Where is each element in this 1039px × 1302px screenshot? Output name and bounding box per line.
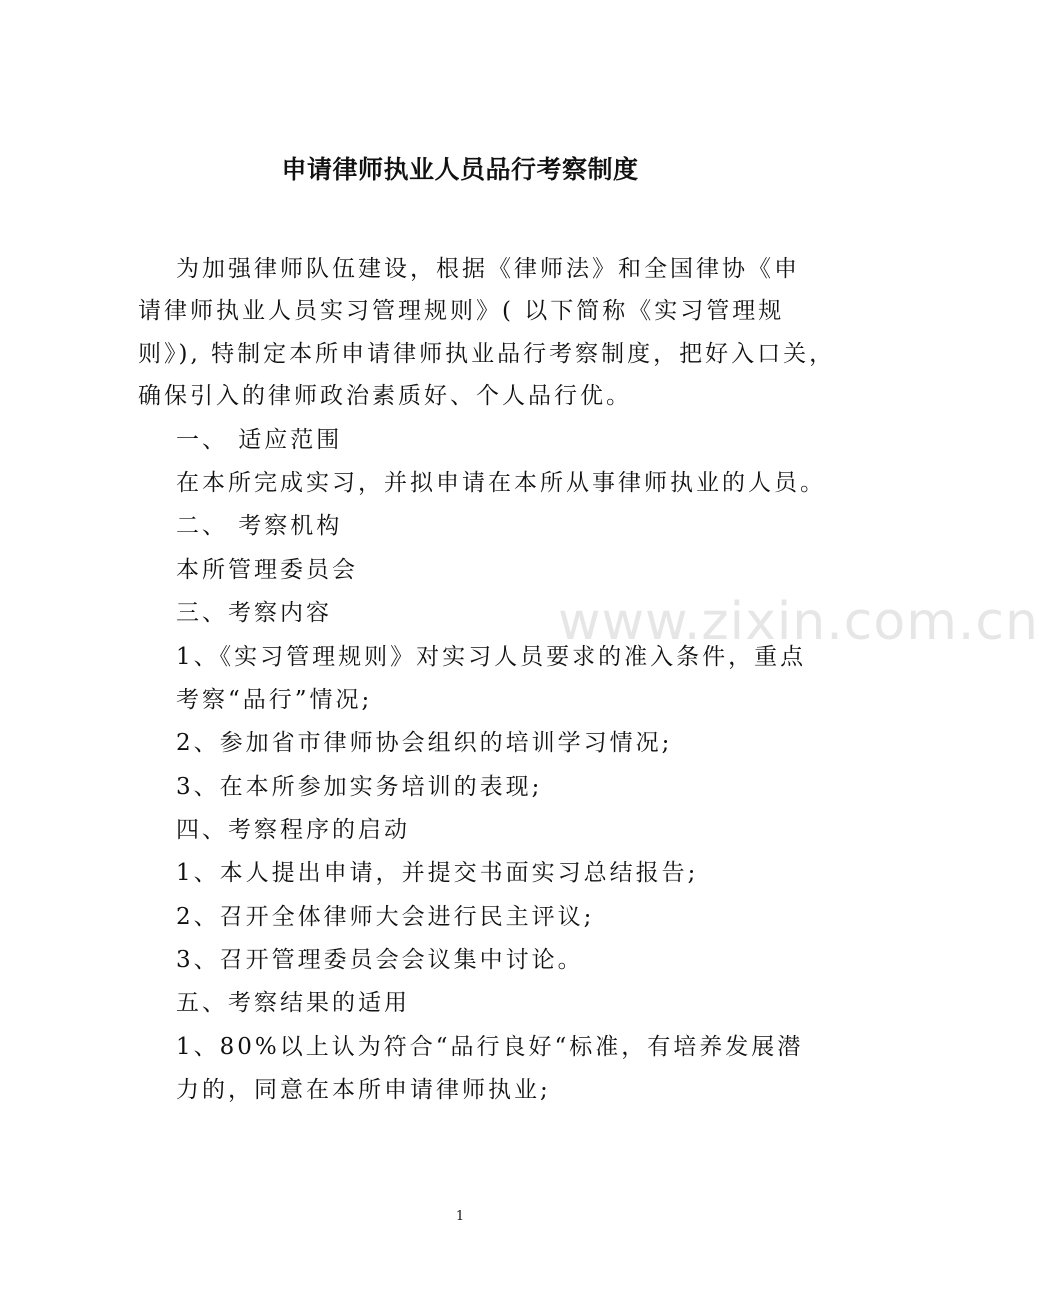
paragraph-line: 确保引入的律师政治素质好、个人品行优。 — [138, 383, 632, 409]
paragraph-line: 请律师执业人员实习管理规则》( 以下简称《实习管理规 — [138, 298, 785, 324]
list-item: 3、在本所参加实务培训的表现; — [176, 774, 543, 800]
list-item: 3、召开管理委员会会议集中讨论。 — [176, 947, 584, 973]
section-heading: 一、 适应范围 — [176, 427, 343, 453]
list-item: 2、召开全体律师大会进行民主评议; — [176, 904, 595, 930]
paragraph-line: 在本所完成实习，并拟申请在本所从事律师执业的人员。 — [176, 470, 826, 496]
section-heading: 四、考察程序的启动 — [176, 817, 410, 843]
document-title: 申请律师执业人员品行考察制度 — [281, 155, 639, 184]
list-item: 1、本人提出申请，并提交书面实习总结报告; — [176, 860, 699, 886]
list-item: 2、参加省市律师协会组织的培训学习情况; — [176, 730, 673, 756]
section-heading: 五、考察结果的适用 — [176, 990, 410, 1016]
list-item: 1、《实习管理规则》对实习人员要求的准入条件，重点 — [176, 644, 807, 670]
list-item-continuation: 力的，同意在本所申请律师执业; — [176, 1077, 551, 1103]
paragraph-line: 则》), 特制定本所申请律师执业品行考察制度，把好入口关， — [138, 341, 836, 367]
page-number: 1 — [455, 1209, 465, 1224]
paragraph-line: 为加强律师队伍建设，根据《律师法》和全国律协《申 — [176, 256, 800, 282]
list-item: 1、80%以上认为符合“品行良好“标准，有培养发展潜 — [176, 1034, 804, 1060]
paragraph-line: 本所管理委员会 — [176, 557, 358, 583]
section-heading: 二、 考察机构 — [176, 513, 343, 539]
watermark: www.zixin.com.cn — [558, 592, 1039, 652]
section-heading: 三、考察内容 — [176, 600, 332, 626]
list-item-continuation: 考察“品行”情况; — [176, 687, 373, 713]
